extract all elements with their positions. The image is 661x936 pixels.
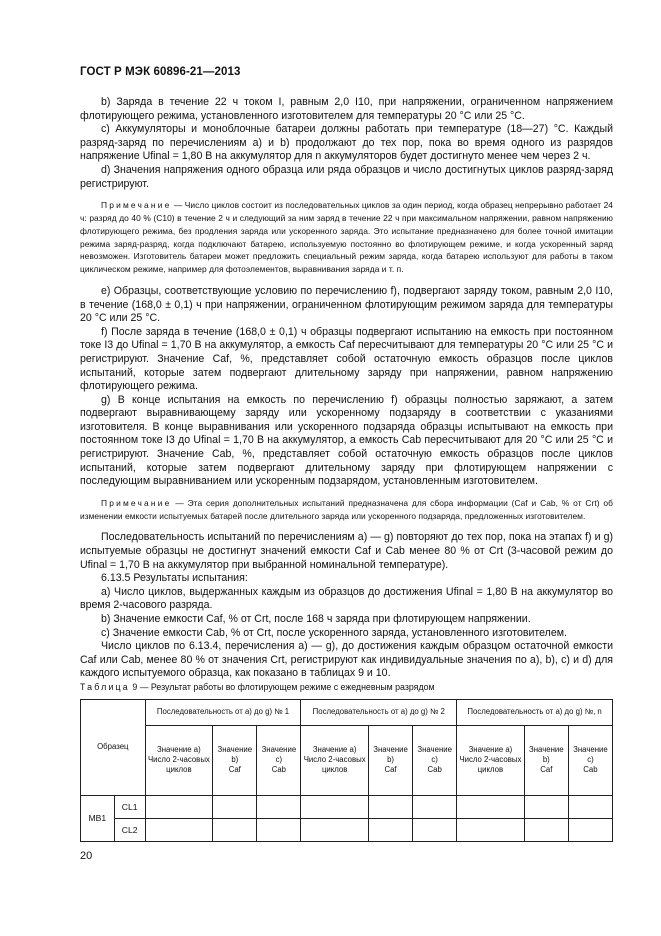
note-2-text: — Эта серия дополнительных испытаний предназначена для сбора информации (Caf и Cab, % от Crt) об изменении емкости испытуемых батарей после длительного заряда или ускоренного подзаряда, предложенных изготовителем.	[80, 497, 613, 521]
section-6-13-5: 6.13.5 Результаты испытания:	[101, 572, 248, 585]
group-header-1: Последовательность от a) до g) № 1	[145, 699, 301, 725]
paragraph-sequence: Последовательность испытаний по перечислениям a) — g) повторяют до тех пор, пока на этапах f) и g) испытуемые образцы не достигнут значений емкости Caf и Cab менее 80 % от Crt (3-часовой режим до Ufinal = 1,70 В на аккумулятор при выбранной номинальной температуре).	[80, 531, 613, 571]
table-9-caption	[80, 681, 613, 695]
paragraph-e: e) Образцы, соответствующие условию по перечислению f), подвергают заряду током, равным 2,0 I10, в течение (168,0 ± 0,1) ч при напряжении, ограниченном флотирующим режимом заряда для температуры 20 °С или 25 °С.	[80, 284, 613, 325]
sub-header-c: Значение c) Cab	[413, 725, 457, 795]
sub-header-b: Значение b) Caf	[368, 725, 412, 795]
sub-header-b: Значение b) Caf	[213, 725, 257, 795]
note-1	[80, 199, 613, 276]
paragraph-g: g) В конце испытания на емкость по перечислению f) образцы полностью заряжают, а затем подвергают выравнивающему заряду или ускоренному подзаряду в соответствии с указаниями изготовителя. В конце выравнивания или ускоренного подзаряда образцы испытывают на емкость при постоянном токе I3 до Ufinal = 1,70 В на аккумулятор, а емкость Cab пересчитывают для 20 °С или 25 °С и регистрируют. Значение Cab, %, представляет собой остаточную емкость образцов после циклов испытаний, которые затем подвергают длительному заряду при флотирующем напряжении с последующим выравниванием или ускоренным подзарядом, установленным изготовителем.	[80, 393, 613, 488]
result-c: c) Значение емкости Cab, % от Crt, после ускоренного заряда, установленного изготовителем.	[101, 626, 567, 639]
note-1-text: — Число циклов состоит из последовательных циклов за один период, когда образец непрерывно работает 24 ч: разряд до 40 % (C10) в течение 2 ч и следующий за ним заряд в течение 22 ч при максимальном напряжении, равном напряжению флотирующего режима, без продления заряда или ускоренного заряда. Это испытание предназначено для более точной имитации режима заряд-разряд, когда подключают батарею, используемую постоянно во флотирующем режиме, и когда ускоренный заряд невозможен. Изготовитель батареи может предложить специальный режим заряда, когда батарею используют для работы в таком циклическом режиме, например для фотоэлементов, выравнивания заряда и т. п.	[80, 200, 613, 275]
sample-block: MB1	[81, 795, 115, 841]
sub-header-a: Значение a) Число 2-часовых циклов	[457, 725, 525, 795]
table-9-caption-label: Таблица	[80, 681, 130, 692]
sub-header-b: Значение b) Caf	[524, 725, 568, 795]
sample-cell: CL2	[114, 818, 145, 841]
group-header-2: Последовательность от a) до g) № 2	[301, 699, 457, 725]
document-header: ГОСТ Р МЭК 60896-21—2013	[80, 66, 241, 78]
table-9-caption-text: 9 — Результат работы во флотирующем режиме с ежедневным разрядом	[132, 681, 435, 692]
paragraph-cycles: Число циклов по 6.13.4, перечисления a) — g), до достижения каждым образцом остаточной емкости Caf или Cab, менее 80 % от значения Crt, регистрируют как индивидуальные значения по a), b), c) и d) для каждого испытуемого образца, как показано в таблицах 9 и 10.	[80, 640, 613, 680]
table-9	[80, 699, 613, 842]
paragraph-f: f) После заряда в течение (168,0 ± 0,1) ч образцы подвергают испытанию на емкость при постоянном токе I3 до Ufinal = 1,70 В на аккумулятор, а емкость Caf пересчитывают для температуры 20 °С или 25 °С и регистрируют. Значение Caf, %, представляет собой остаточную емкость образцов после циклов испытаний, которые затем подвергают длительному заряду при напряжении, равном напряжению флотирующего режима.	[80, 325, 613, 393]
paragraph-d: d) Значения напряжения одного образца или ряда образцов и число достигнутых циклов разряд-заряд регистрируют.	[80, 163, 613, 190]
page-number: 20	[80, 850, 93, 862]
result-a: a) Число циклов, выдержанных каждым из образцов до достижения Ufinal = 1,80 В на аккумулятор во время 2-часового разряда.	[80, 585, 613, 612]
group-header-3: Последовательность от a) до g) №, n	[457, 699, 613, 725]
note-2-label: Примечание	[101, 497, 172, 508]
note-2	[80, 497, 613, 523]
table-row	[81, 795, 613, 818]
sub-header-c: Значение c) Cab	[257, 725, 301, 795]
result-b: b) Значение емкости Caf, % от Crt, после 168 ч заряда при флотирующем напряжении.	[101, 613, 531, 625]
sub-header-a: Значение a) Число 2-часовых циклов	[301, 725, 369, 795]
paragraph-b: b) Заряда в течение 22 ч током I, равным 2,0 I10, при напряжении, ограниченном напряжением флотирующего режима, установленного изготовителем для температуры 20 °С или 25 °С.	[80, 96, 613, 122]
table-row	[81, 818, 613, 841]
note-1-label: Примечание	[101, 200, 172, 211]
col-sample-header: Образец	[81, 699, 146, 795]
sub-header-c: Значение c) Cab	[568, 725, 612, 795]
paragraph-c: c) Аккумуляторы и моноблочные батареи должны работать при температуре (18—27) °С. Каждый разряд-заряд по перечислениям a) и b) продолжают до тех пор, пока во время одного из разрядов напряжение Ufinal = 1,80 В на аккумулятор для n аккумуляторов будет достигнуто менее чем через 2 ч.	[80, 123, 613, 163]
sample-cell: CL1	[114, 795, 145, 818]
sub-header-a: Значение a) Число 2-часовых циклов	[145, 725, 213, 795]
document-body	[80, 96, 613, 842]
